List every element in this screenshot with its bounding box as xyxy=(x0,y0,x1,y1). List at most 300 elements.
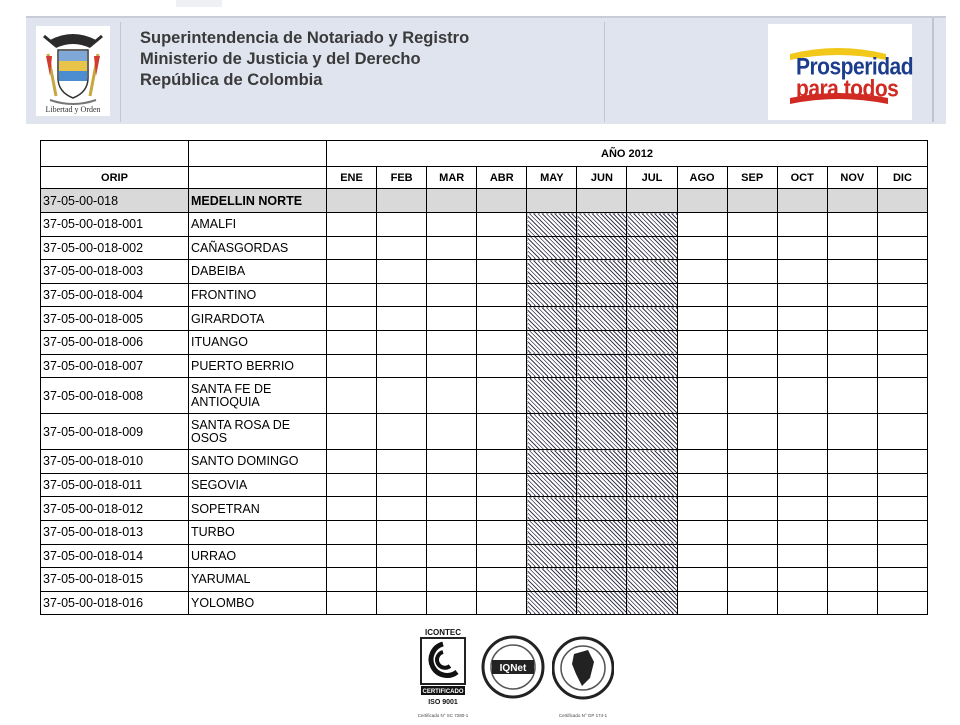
month-cell xyxy=(727,450,777,474)
hatched-month-cell xyxy=(527,307,577,331)
month-cell xyxy=(777,283,827,307)
month-cell xyxy=(477,544,527,568)
office-code: 37-05-00-018-011 xyxy=(41,473,189,497)
month-cell xyxy=(477,307,527,331)
orip-header: ORIP xyxy=(41,167,189,189)
hatched-month-cell xyxy=(527,354,577,378)
month-cell xyxy=(827,414,877,450)
page-header xyxy=(26,16,946,124)
month-cell xyxy=(427,544,477,568)
hatched-month-cell xyxy=(577,544,627,568)
table-row xyxy=(41,213,928,237)
month-header: JUN xyxy=(577,167,627,189)
month-cell xyxy=(777,330,827,354)
month-header: SEP xyxy=(727,167,777,189)
month-cell xyxy=(677,544,727,568)
month-cell xyxy=(727,354,777,378)
month-cell xyxy=(377,283,427,307)
office-code: 37-05-00-018-001 xyxy=(41,213,189,237)
month-cell xyxy=(727,189,777,213)
month-cell xyxy=(377,330,427,354)
month-cell xyxy=(377,260,427,284)
month-cell xyxy=(527,189,577,213)
month-cell xyxy=(827,520,877,544)
month-cell xyxy=(327,473,377,497)
month-cell xyxy=(877,450,927,474)
month-cell xyxy=(477,591,527,615)
office-code: 37-05-00-018-012 xyxy=(41,497,189,521)
month-cell xyxy=(477,520,527,544)
month-cell xyxy=(377,414,427,450)
month-cell xyxy=(327,213,377,237)
office-code: 37-05-00-018-015 xyxy=(41,568,189,592)
month-cell xyxy=(427,189,477,213)
month-cell xyxy=(677,307,727,331)
icontec-logo-icon xyxy=(417,626,469,720)
month-cell xyxy=(477,236,527,260)
month-cell xyxy=(477,213,527,237)
month-cell xyxy=(727,236,777,260)
hatched-month-cell xyxy=(527,591,577,615)
month-cell xyxy=(677,591,727,615)
month-cell xyxy=(877,213,927,237)
hatched-month-cell xyxy=(627,283,677,307)
month-cell xyxy=(377,544,427,568)
hatched-month-cell xyxy=(627,330,677,354)
month-cell xyxy=(727,307,777,331)
prosperidad-logo xyxy=(768,24,912,120)
office-name: FRONTINO xyxy=(189,283,327,307)
hatched-month-cell xyxy=(577,330,627,354)
month-cell xyxy=(877,330,927,354)
header-blank-cell xyxy=(41,141,189,167)
month-header: ABR xyxy=(477,167,527,189)
hatched-month-cell xyxy=(627,497,677,521)
hatched-month-cell xyxy=(577,283,627,307)
agency-line-3: República de Colombia xyxy=(140,71,323,89)
month-cell xyxy=(327,544,377,568)
office-name: YARUMAL xyxy=(189,568,327,592)
month-cell xyxy=(677,520,727,544)
month-cell xyxy=(677,450,727,474)
month-cell xyxy=(827,236,877,260)
office-name: SOPETRAN xyxy=(189,497,327,521)
month-cell xyxy=(377,591,427,615)
month-cell xyxy=(477,330,527,354)
hatched-month-cell xyxy=(577,520,627,544)
month-cell xyxy=(577,189,627,213)
month-cell xyxy=(377,236,427,260)
table-row xyxy=(41,330,928,354)
hatched-month-cell xyxy=(527,450,577,474)
month-cell xyxy=(727,591,777,615)
office-summary-row xyxy=(41,189,928,213)
svg-text:CERTIFICADO: CERTIFICADO xyxy=(422,689,464,695)
gp-certificate xyxy=(552,632,614,720)
hatched-month-cell xyxy=(577,473,627,497)
office-code: 37-05-00-018-014 xyxy=(41,544,189,568)
iqnet-certificate xyxy=(480,634,546,700)
hatched-month-cell xyxy=(577,213,627,237)
month-cell xyxy=(427,568,477,592)
svg-text:ICONTEC: ICONTEC xyxy=(425,628,461,637)
month-cell xyxy=(427,283,477,307)
hatched-month-cell xyxy=(627,307,677,331)
office-code: 37-05-00-018-005 xyxy=(41,307,189,331)
month-header: FEB xyxy=(377,167,427,189)
agency-line-1: Superintendencia de Notariado y Registro xyxy=(140,29,470,47)
month-cell xyxy=(327,283,377,307)
month-cell xyxy=(677,473,727,497)
hatched-month-cell xyxy=(577,414,627,450)
month-cell xyxy=(777,568,827,592)
month-cell xyxy=(327,414,377,450)
month-cell xyxy=(477,450,527,474)
office-name: YOLOMBO xyxy=(189,591,327,615)
office-name: GIRARDOTA xyxy=(189,307,327,331)
month-cell xyxy=(627,189,677,213)
svg-text:Certificado N° GP 174-1: Certificado N° GP 174-1 xyxy=(558,713,608,718)
office-code: 37-05-00-018-010 xyxy=(41,450,189,474)
month-cell xyxy=(827,378,877,414)
header-edge xyxy=(932,18,934,122)
hatched-month-cell xyxy=(527,544,577,568)
month-cell xyxy=(727,283,777,307)
hatched-month-cell xyxy=(577,260,627,284)
month-cell xyxy=(727,260,777,284)
hatched-month-cell xyxy=(527,236,577,260)
table-row xyxy=(41,260,928,284)
month-cell xyxy=(327,450,377,474)
hatched-month-cell xyxy=(527,213,577,237)
hatched-month-cell xyxy=(527,414,577,450)
office-name: SANTA ROSA DE OSOS xyxy=(189,414,327,450)
hatched-month-cell xyxy=(627,591,677,615)
hatched-month-cell xyxy=(577,450,627,474)
month-header: DIC xyxy=(877,167,927,189)
month-cell xyxy=(827,307,877,331)
month-cell xyxy=(727,213,777,237)
month-cell xyxy=(677,283,727,307)
month-cell xyxy=(777,591,827,615)
month-cell xyxy=(477,473,527,497)
hatched-month-cell xyxy=(527,283,577,307)
office-code: 37-05-00-018-008 xyxy=(41,378,189,414)
month-cell xyxy=(477,354,527,378)
month-cell xyxy=(477,497,527,521)
month-cell xyxy=(777,473,827,497)
month-cell xyxy=(427,354,477,378)
hatched-month-cell xyxy=(577,354,627,378)
table-row xyxy=(41,473,928,497)
month-cell xyxy=(377,189,427,213)
month-cell xyxy=(777,378,827,414)
month-cell xyxy=(427,307,477,331)
month-cell xyxy=(427,497,477,521)
svg-text:Certificado N° SC 7280-1: Certificado N° SC 7280-1 xyxy=(417,713,469,718)
svg-text:Libertad y Orden: Libertad y Orden xyxy=(45,105,101,114)
month-cell xyxy=(427,378,477,414)
month-cell xyxy=(677,568,727,592)
month-cell xyxy=(327,236,377,260)
month-cell xyxy=(427,473,477,497)
month-cell xyxy=(827,497,877,521)
month-cell xyxy=(677,354,727,378)
month-header: OCT xyxy=(777,167,827,189)
month-cell xyxy=(477,414,527,450)
office-code: 37-05-00-018-009 xyxy=(41,414,189,450)
month-cell xyxy=(477,189,527,213)
month-cell xyxy=(427,213,477,237)
hatched-month-cell xyxy=(577,568,627,592)
table-row xyxy=(41,568,928,592)
month-cell xyxy=(727,520,777,544)
month-cell xyxy=(677,414,727,450)
office-name: SANTA FE DE ANTIOQUIA xyxy=(189,378,327,414)
month-header: MAY xyxy=(527,167,577,189)
month-cell xyxy=(877,520,927,544)
schedule-table xyxy=(40,140,928,615)
month-cell xyxy=(877,414,927,450)
month-cell xyxy=(827,450,877,474)
office-name: ITUANGO xyxy=(189,330,327,354)
month-cell xyxy=(827,283,877,307)
office-code: 37-05-00-018-003 xyxy=(41,260,189,284)
hatched-month-cell xyxy=(577,378,627,414)
table-row xyxy=(41,283,928,307)
header-divider xyxy=(604,22,605,122)
office-name: TURBO xyxy=(189,520,327,544)
month-cell xyxy=(727,544,777,568)
month-cell xyxy=(327,591,377,615)
table-row xyxy=(41,450,928,474)
month-cell xyxy=(777,236,827,260)
office-name: SEGOVIA xyxy=(189,473,327,497)
logo-word-2: para todos xyxy=(796,76,899,103)
month-cell xyxy=(727,378,777,414)
office-name: DABEIBA xyxy=(189,260,327,284)
month-cell xyxy=(877,473,927,497)
month-cell xyxy=(427,450,477,474)
month-cell xyxy=(477,378,527,414)
month-cell xyxy=(877,283,927,307)
iqnet-logo-icon xyxy=(480,634,546,700)
month-cell xyxy=(477,260,527,284)
hatched-month-cell xyxy=(577,236,627,260)
hatched-month-cell xyxy=(627,378,677,414)
hatched-month-cell xyxy=(627,520,677,544)
office-name: PUERTO BERRIO xyxy=(189,354,327,378)
month-cell xyxy=(427,520,477,544)
month-cell xyxy=(877,260,927,284)
coat-of-arms-icon xyxy=(36,26,110,116)
month-cell xyxy=(877,189,927,213)
month-header: NOV xyxy=(827,167,877,189)
month-cell xyxy=(327,354,377,378)
month-cell xyxy=(777,520,827,544)
header-divider xyxy=(120,22,121,122)
month-cell xyxy=(427,236,477,260)
month-cell xyxy=(827,213,877,237)
hatched-month-cell xyxy=(527,473,577,497)
month-cell xyxy=(377,378,427,414)
hatched-month-cell xyxy=(527,378,577,414)
office-name: URRAO xyxy=(189,544,327,568)
office-name: SANTO DOMINGO xyxy=(189,450,327,474)
month-cell xyxy=(877,544,927,568)
office-code: 37-05-00-018-013 xyxy=(41,520,189,544)
month-cell xyxy=(727,568,777,592)
month-cell xyxy=(327,568,377,592)
month-cell xyxy=(327,330,377,354)
month-cell xyxy=(677,497,727,521)
office-name: MEDELLIN NORTE xyxy=(189,189,327,213)
month-header: MAR xyxy=(427,167,477,189)
month-cell xyxy=(327,378,377,414)
month-cell xyxy=(777,450,827,474)
table-row xyxy=(41,414,928,450)
month-cell xyxy=(327,189,377,213)
hatched-month-cell xyxy=(527,520,577,544)
month-cell xyxy=(777,414,827,450)
icontec-certificate xyxy=(417,626,469,720)
month-cell xyxy=(677,330,727,354)
hatched-month-cell xyxy=(577,591,627,615)
month-header: AGO xyxy=(677,167,727,189)
month-cell xyxy=(877,378,927,414)
hatched-month-cell xyxy=(627,354,677,378)
month-cell xyxy=(877,568,927,592)
month-cell xyxy=(327,497,377,521)
month-cell xyxy=(777,497,827,521)
month-cell xyxy=(827,568,877,592)
month-cell xyxy=(827,330,877,354)
month-cell xyxy=(477,283,527,307)
hatched-month-cell xyxy=(527,260,577,284)
month-cell xyxy=(327,520,377,544)
month-cell xyxy=(677,189,727,213)
month-cell xyxy=(377,568,427,592)
month-cell xyxy=(777,189,827,213)
month-cell xyxy=(377,213,427,237)
month-cell xyxy=(827,260,877,284)
month-cell xyxy=(427,414,477,450)
hatched-month-cell xyxy=(627,213,677,237)
hatched-month-cell xyxy=(627,568,677,592)
logo-word-1: Prosperidad xyxy=(796,54,914,81)
month-cell xyxy=(777,260,827,284)
hatched-month-cell xyxy=(627,414,677,450)
month-header-row xyxy=(41,167,928,189)
agency-title xyxy=(140,28,469,91)
month-cell xyxy=(427,591,477,615)
month-cell xyxy=(427,260,477,284)
month-cell xyxy=(727,330,777,354)
month-cell xyxy=(377,354,427,378)
month-cell xyxy=(877,497,927,521)
month-cell xyxy=(327,260,377,284)
hatched-month-cell xyxy=(527,568,577,592)
table-row xyxy=(41,520,928,544)
month-cell xyxy=(677,236,727,260)
office-code: 37-05-00-018-004 xyxy=(41,283,189,307)
month-cell xyxy=(877,354,927,378)
month-cell xyxy=(727,497,777,521)
office-code: 37-05-00-018-016 xyxy=(41,591,189,615)
office-code: 37-05-00-018-007 xyxy=(41,354,189,378)
month-cell xyxy=(727,414,777,450)
month-cell xyxy=(827,544,877,568)
month-cell xyxy=(377,307,427,331)
agency-line-2: Ministerio de Justicia y del Derecho xyxy=(140,50,421,68)
svg-text:ISO 9001: ISO 9001 xyxy=(428,699,458,706)
month-header: ENE xyxy=(327,167,377,189)
hatched-month-cell xyxy=(627,473,677,497)
svg-text:IQNet: IQNet xyxy=(499,663,527,674)
hatched-month-cell xyxy=(527,330,577,354)
month-cell xyxy=(827,473,877,497)
month-cell xyxy=(877,591,927,615)
table-row xyxy=(41,544,928,568)
table-row xyxy=(41,378,928,414)
month-cell xyxy=(377,520,427,544)
month-cell xyxy=(427,330,477,354)
month-cell xyxy=(777,354,827,378)
month-cell xyxy=(827,189,877,213)
hatched-month-cell xyxy=(527,497,577,521)
hatched-month-cell xyxy=(627,544,677,568)
top-tab-strip xyxy=(176,0,222,7)
hatched-month-cell xyxy=(577,497,627,521)
month-cell xyxy=(777,213,827,237)
month-cell xyxy=(377,497,427,521)
year-header-row xyxy=(41,141,928,167)
month-cell xyxy=(377,473,427,497)
office-name: CAÑASGORDAS xyxy=(189,236,327,260)
month-cell xyxy=(377,450,427,474)
hatched-month-cell xyxy=(627,236,677,260)
month-header: JUL xyxy=(627,167,677,189)
month-cell xyxy=(777,544,827,568)
month-cell xyxy=(677,213,727,237)
month-cell xyxy=(827,591,877,615)
hatched-month-cell xyxy=(577,307,627,331)
table-row xyxy=(41,236,928,260)
header-blank-cell xyxy=(189,141,327,167)
table-row xyxy=(41,497,928,521)
month-cell xyxy=(827,354,877,378)
hatched-month-cell xyxy=(627,450,677,474)
office-name: AMALFI xyxy=(189,213,327,237)
office-code: 37-05-00-018-006 xyxy=(41,330,189,354)
month-cell xyxy=(877,236,927,260)
month-cell xyxy=(327,307,377,331)
month-cell xyxy=(727,473,777,497)
office-code: 37-05-00-018-002 xyxy=(41,236,189,260)
year-header: AÑO 2012 xyxy=(327,141,928,167)
month-cell xyxy=(877,307,927,331)
month-cell xyxy=(777,307,827,331)
hatched-month-cell xyxy=(627,260,677,284)
table-row xyxy=(41,307,928,331)
month-cell xyxy=(477,568,527,592)
table-row xyxy=(41,354,928,378)
table-row xyxy=(41,591,928,615)
header-blank-cell xyxy=(189,167,327,189)
month-cell xyxy=(677,260,727,284)
ntcgp-logo-icon xyxy=(552,632,614,720)
office-code: 37-05-00-018 xyxy=(41,189,189,213)
